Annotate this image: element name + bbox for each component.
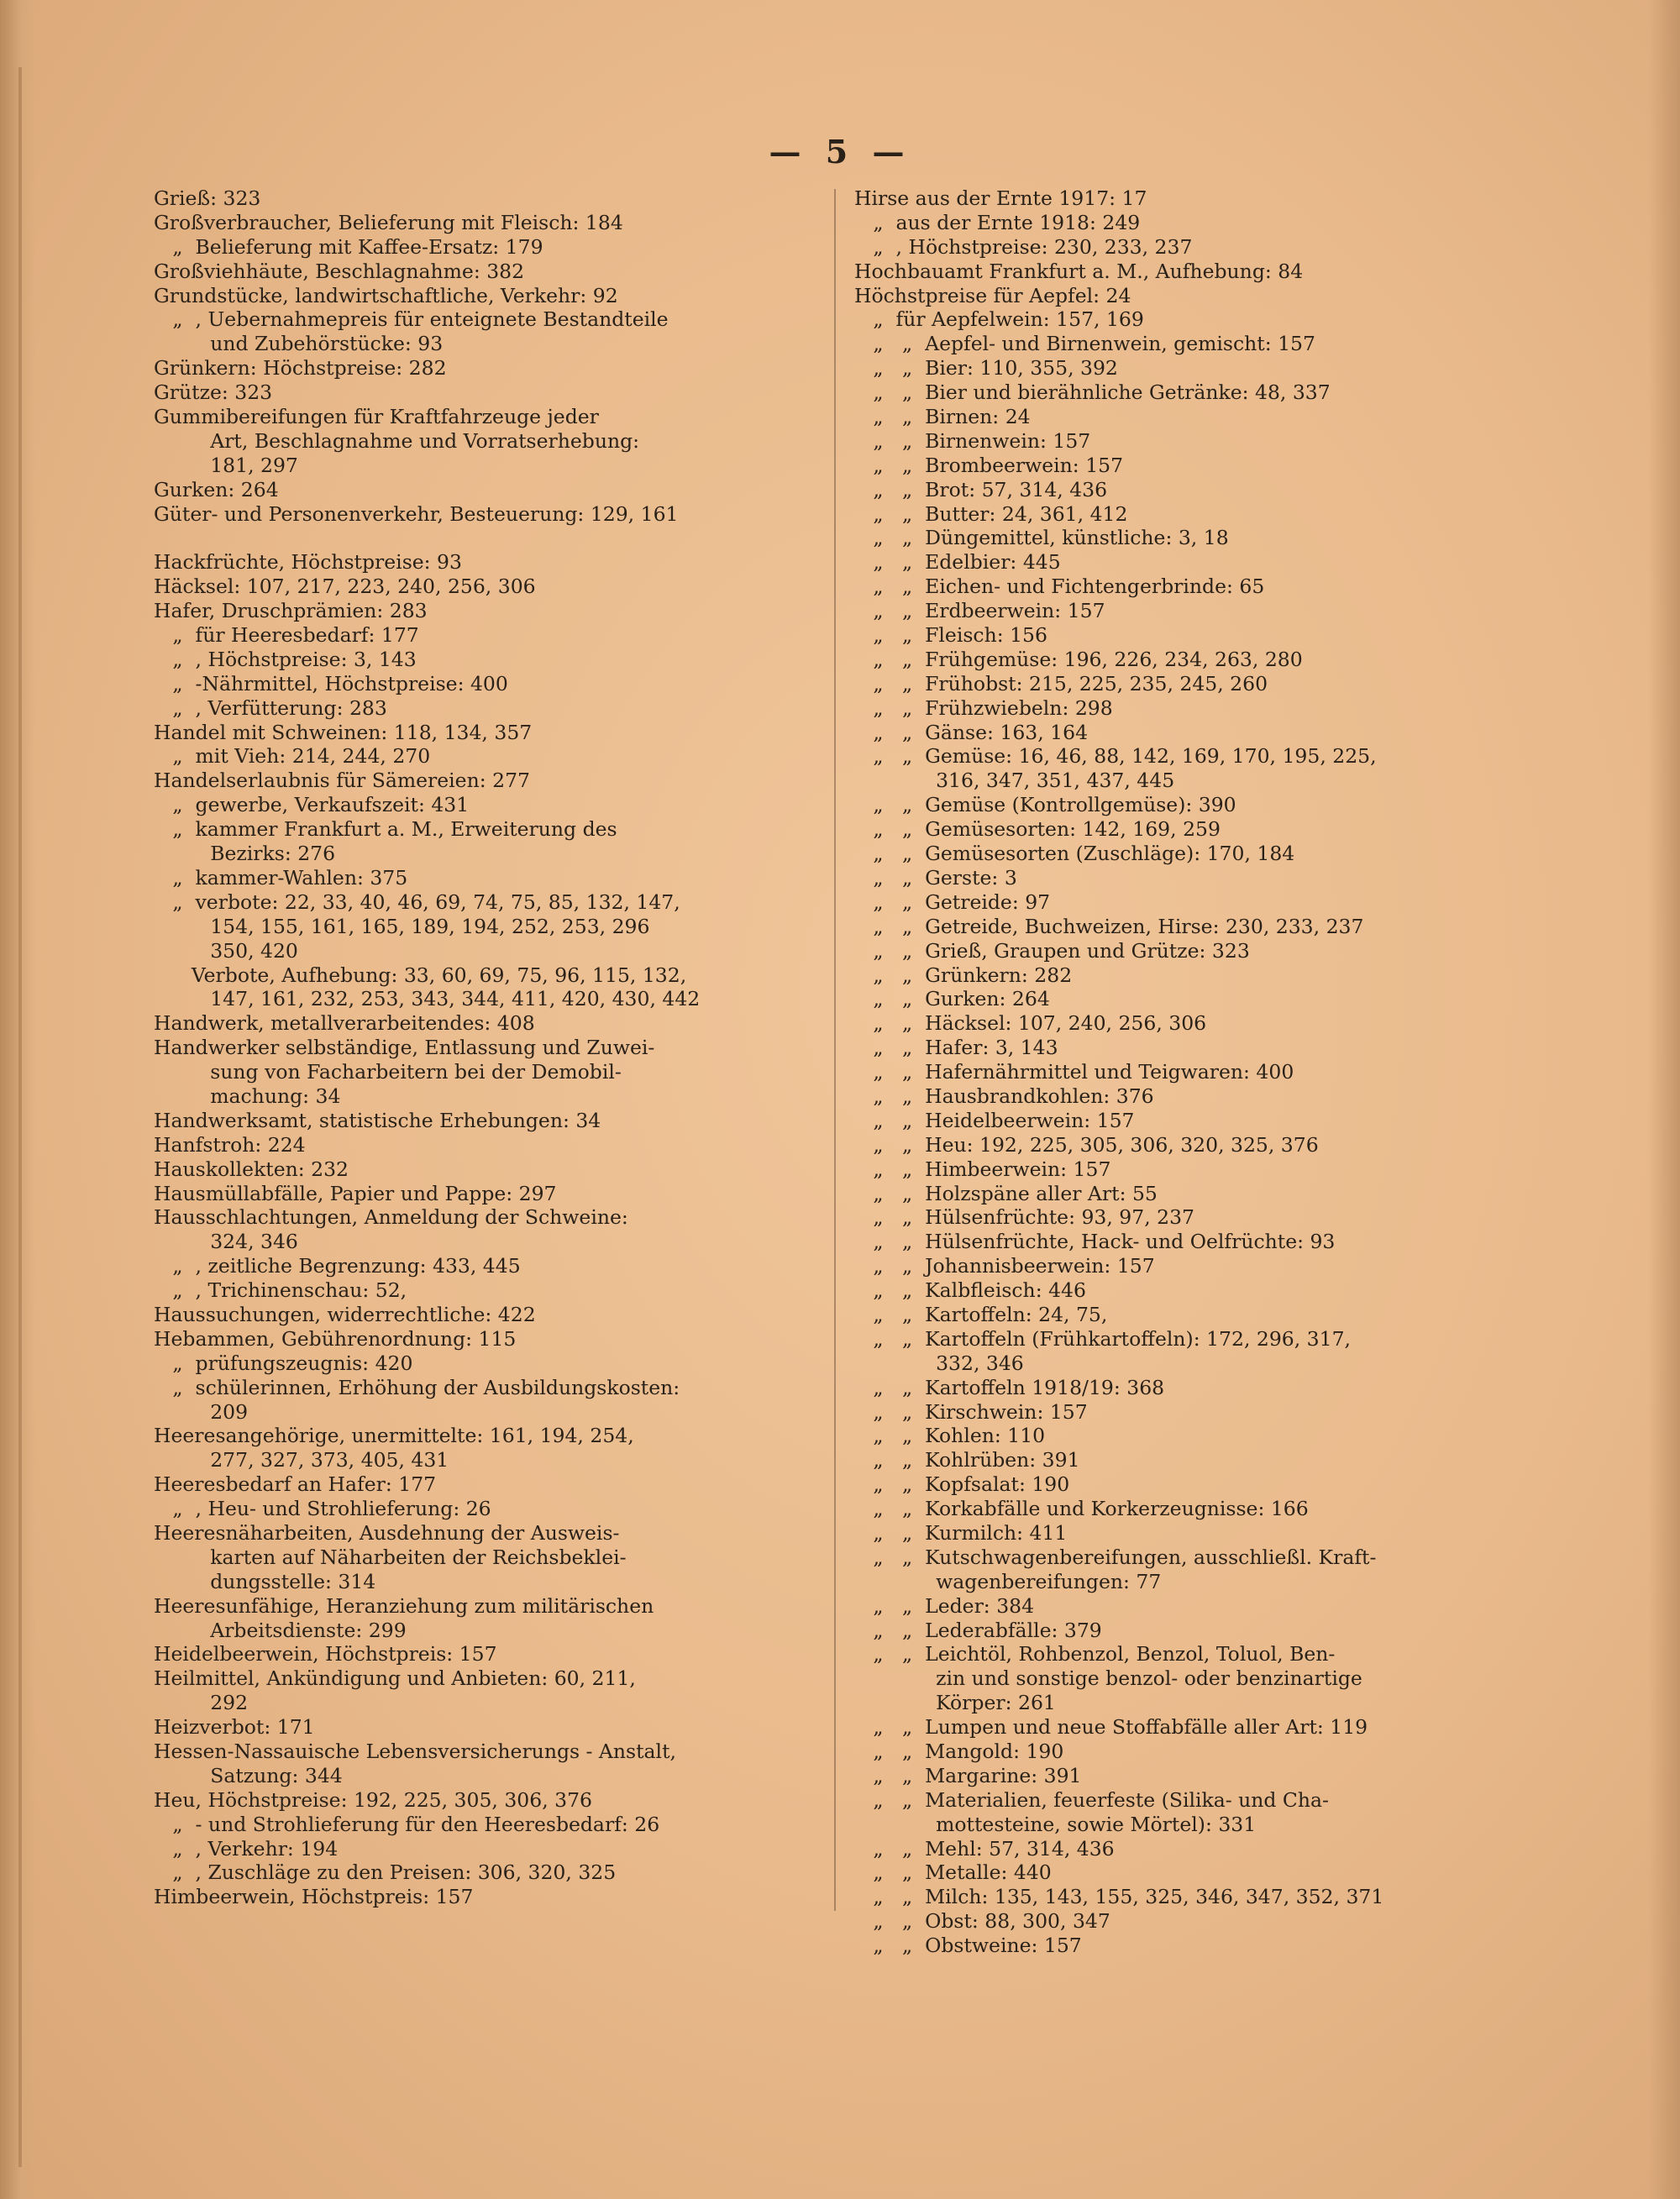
index-entry-line: 292 [154,1691,249,1715]
index-entry-line: „ „ Birnen: 24 [854,405,1031,429]
index-entry [854,1205,1509,1230]
index-entry [854,1764,1509,1788]
index-entry-line: machung: 34 [154,1084,341,1108]
index-entry [854,1011,1509,1036]
index-entry [154,1860,805,1885]
index-entry [854,1521,1509,1546]
index-entry [854,575,1509,599]
index-entry-line: „ „ Kartoffeln (Frühkartoffeln): 172, 296, 317, [854,1326,1351,1351]
index-entry [154,793,805,817]
index-entry-line: „ mit Vieh: 214, 244, 270 [154,744,431,769]
index-entry [854,1934,1509,1958]
index-entry [854,405,1509,429]
index-entry [154,502,805,527]
index-entry [154,963,805,1012]
index-entry-line: „ - und Strohlieferung für den Heeresbedarf: 26 [154,1812,660,1836]
index-entry [854,1642,1509,1715]
index-entry-line: „ „ Hafernährmittel und Teigwaren: 400 [854,1060,1294,1084]
index-entry [154,1011,805,1036]
index-entry [154,356,805,380]
index-entry [854,1133,1509,1157]
index-entry-line: „ „ Hausbrandkohlen: 376 [854,1084,1154,1108]
index-entry-line: Großviehhäute, Beschlagnahme: 382 [154,259,525,283]
index-entry-line: „ „ Häcksel: 107, 240, 256, 306 [854,1011,1207,1036]
index-entry-line: „ „ Grieß, Graupen und Grütze: 323 [854,938,1250,963]
index-entry [854,1278,1509,1303]
index-entry [154,1642,805,1666]
index-entry [854,1472,1509,1497]
index-entry-line: „ , Verkehr: 194 [154,1836,339,1860]
index-entry-line: Körper: 261 [854,1691,1056,1715]
index-entry-line: „ „ Kohlen: 110 [854,1424,1046,1448]
index-entry-line: „ „ Kalbfleisch: 446 [854,1278,1086,1303]
index-entry-line: wagenbereifungen: 77 [854,1569,1162,1593]
index-entry [854,1497,1509,1521]
index-entry [154,1497,805,1521]
index-entry-line: „ „ Himbeerwein: 157 [854,1157,1111,1181]
index-entry-line: Heilmittel, Ankündigung und Anbieten: 60, 211, [154,1666,636,1691]
index-entry [154,744,805,769]
index-entry [154,1327,805,1351]
index-entry-line: „ , Höchstpreise: 3, 143 [154,647,417,671]
index-entry [154,1157,805,1182]
index-entry [854,1909,1509,1934]
index-entry [854,1424,1509,1448]
index-entry-line: „ gewerbe, Verkaufszeit: 431 [154,793,470,817]
index-entry-line: „ „ Mangold: 190 [854,1740,1064,1763]
index-entry [854,284,1509,308]
index-entry [154,186,805,211]
index-entry-line: Art, Beschlagnahme und Vorratserhebung: [154,428,640,453]
index-entry-line: „ „ Gemüsesorten (Zuschläge): 170, 184 [854,842,1295,866]
index-entry [154,1278,805,1303]
index-entry [854,623,1509,648]
index-column-left [154,186,805,1909]
index-entry-line: „ für Aepfelwein: 157, 169 [854,307,1144,332]
index-entry-line: Handwerker selbständige, Entlassung und Zuwei- [154,1036,655,1060]
index-entry-line: „ , Höchstpreise: 230, 233, 237 [854,234,1193,259]
index-column-right [854,186,1509,1958]
index-entry-line: 147, 161, 232, 253, 343, 344, 411, 420, 430, 442 [154,987,701,1011]
index-entry-line: „ „ Kurmilch: 411 [854,1520,1068,1545]
index-entry [854,1376,1509,1400]
index-entry-line: „ Belieferung mit Kaffee-Ersatz: 179 [154,234,543,259]
index-entry-line: „ „ Butter: 24, 361, 412 [854,501,1128,526]
index-entry [154,648,805,672]
index-entry [154,672,805,696]
index-entry-line: „ „ Metalle: 440 [854,1860,1052,1885]
page-number: — 5 — [769,133,911,171]
index-entry-line: „ „ Kohlrüben: 391 [854,1448,1080,1472]
index-entry-line: „ , Uebernahmepreis für enteignete Bestandteile [154,307,669,332]
index-entry-line: Heizverbot: 171 [154,1715,315,1740]
index-entry [854,648,1509,672]
index-entry [154,1813,805,1837]
index-entry-line: Heidelbeerwein, Höchstpreis: 157 [154,1642,497,1666]
index-entry [154,1740,805,1788]
index-entry-line: „ prüfungszeugnis: 420 [154,1351,413,1375]
index-entry-line: Hanfstroh: 224 [154,1132,306,1157]
index-entry-line: Heeresnäharbeiten, Ausdehnung der Ausweis- [154,1520,620,1545]
index-entry-line: „ „ Aepfel- und Birnenwein, gemischt: 157 [854,332,1315,356]
index-entry [154,1715,805,1740]
index-entry-line: Hochbauamt Frankfurt a. M., Aufhebung: 84 [854,259,1304,283]
index-entry-line: „ „ Hülsenfrüchte: 93, 97, 237 [854,1205,1194,1230]
index-entry [854,307,1509,332]
index-entry-line: „ „ Hafer: 3, 143 [854,1036,1058,1060]
index-entry [854,1546,1509,1594]
index-entry-line: „ für Heeresbedarf: 177 [154,623,419,648]
index-entry-line: „ „ Frühgemüse: 196, 226, 234, 263, 280 [854,647,1303,671]
index-entry-line: „ „ Kartoffeln 1918/19: 368 [854,1375,1165,1399]
index-entry-line: Höchstpreise für Aepfel: 24 [854,283,1131,307]
index-entry [154,1885,805,1909]
index-entry [854,987,1509,1011]
index-entry-line: „ „ Leder: 384 [854,1593,1035,1618]
index-entry-line: „ „ Materialien, feuerfeste (Silika- und Cha- [854,1787,1329,1812]
index-entry-line: sung von Facharbeitern bei der Demobil- [154,1060,622,1084]
index-entry-line: „ , Zuschläge zu den Preisen: 306, 320, 325 [154,1860,617,1885]
index-entry [854,550,1509,575]
index-entry-line: Gummibereifungen für Kraftfahrzeuge jeder [154,405,599,429]
index-entry [154,1109,805,1133]
index-entry [854,1084,1509,1109]
index-entry [854,1619,1509,1643]
index-entry-line: Hebammen, Gebührenordnung: 115 [154,1326,517,1351]
index-entry [854,793,1509,817]
index-entry [854,429,1509,454]
index-entry-line: „ „ Gemüse: 16, 46, 88, 142, 169, 170, 195, 225, [854,744,1377,769]
index-entry [854,1594,1509,1619]
index-entry [854,721,1509,745]
index-entry [854,1036,1509,1060]
index-entry [154,1182,805,1206]
index-entry-line: Hausmüllabfälle, Papier und Pappe: 297 [154,1181,557,1205]
index-entry-line: Hackfrüchte, Höchstpreise: 93 [154,550,462,575]
index-entry-line: Hafer, Druschprämien: 283 [154,599,428,623]
index-entry-line: Güter- und Personenverkehr, Besteuerung: 129, 161 [154,501,679,526]
index-entry-line: „ verbote: 22, 33, 40, 46, 69, 74, 75, 85, 132, 147, [154,890,680,914]
index-entry-line: „ „ Heu: 192, 225, 305, 306, 320, 325, 376 [854,1132,1319,1157]
index-entry-line: „ , Trichinenschau: 52, [154,1278,407,1303]
index-entry [854,672,1509,696]
index-entry [854,1157,1509,1182]
index-entry-line: „ „ Johannisbeerwein: 157 [854,1254,1155,1278]
index-entry [854,526,1509,550]
index-entry-line: „ „ Gemüsesorten: 142, 169, 259 [854,817,1221,842]
index-entry [854,1327,1509,1376]
index-entry-line: Himbeerwein, Höchstpreis: 157 [154,1885,474,1909]
index-entry [154,696,805,721]
binding-stitch-line [18,67,22,2167]
index-entry [154,1303,805,1327]
index-entry-line: Gurken: 264 [154,477,279,501]
index-entry-line: „ „ Leichtöl, Rohbenzol, Benzol, Toluol, Ben- [854,1642,1336,1666]
index-entry [154,1594,805,1643]
index-entry [854,1109,1509,1133]
index-entry [854,454,1509,478]
index-entry-line: Großverbraucher, Belieferung mit Fleisch: 184 [154,210,623,234]
index-entry-line: Häcksel: 107, 217, 223, 240, 256, 306 [154,575,536,599]
index-entry [854,1060,1509,1084]
index-entry [154,235,805,260]
index-entry-line: „ „ Hülsenfrüchte, Hack- und Oelfrüchte: 93 [854,1230,1336,1254]
index-entry-line: Verbote, Aufhebung: 33, 60, 69, 75, 96, 115, 132, [154,963,687,987]
index-entry-line: „ „ Erdbeerwein: 157 [854,599,1105,623]
index-entry-line: Hirse aus der Ernte 1917: 17 [854,186,1147,210]
index-entry [854,1860,1509,1885]
index-entry [854,1230,1509,1254]
index-entry [854,817,1509,842]
index-entry-line: 350, 420 [154,938,298,963]
index-entry [854,1740,1509,1764]
index-entry [154,1521,805,1594]
index-entry [154,769,805,793]
index-entry [854,502,1509,527]
index-entry [154,721,805,745]
index-entry-line: „ „ Gurken: 264 [854,987,1050,1011]
index-entry-line: 277, 327, 373, 405, 431 [154,1448,449,1472]
index-entry [154,890,805,963]
index-entry-line: Grütze: 323 [154,380,273,405]
index-entry [854,1254,1509,1278]
index-entry [854,1303,1509,1327]
index-entry [154,1666,805,1715]
index-entry-line: „ kammer Frankfurt a. M., Erweiterung des [154,817,617,842]
index-entry-line: „ „ Brombeerwein: 157 [854,453,1124,477]
index-entry [854,1885,1509,1909]
index-entry [154,284,805,308]
index-entry [854,211,1509,235]
index-entry-line: dungsstelle: 314 [154,1569,376,1593]
index-entry-line: „ „ Frühzwiebeln: 298 [854,695,1113,720]
index-entry-line: mottesteine, sowie Mörtel): 331 [854,1812,1257,1836]
index-entry [854,963,1509,988]
index-entry [154,405,805,478]
index-entry-line: „ „ Getreide: 97 [854,890,1051,914]
index-entry-line: Handel mit Schweinen: 118, 134, 357 [154,720,533,744]
index-entry [154,307,805,356]
index-entry-line: „ „ Düngemittel, künstliche: 3, 18 [854,526,1229,550]
index-entry-line: „ schülerinnen, Erhöhung der Ausbildungskosten: [154,1375,680,1399]
index-entry [154,599,805,623]
page-edge-shadow [1648,0,1680,2199]
index-entry [854,1448,1509,1472]
index-entry-line: „ „ Bier und bierähnliche Getränke: 48, 337 [854,380,1331,405]
index-entry [854,744,1509,793]
index-entry [154,1133,805,1157]
index-entry [854,1400,1509,1425]
index-entry [154,478,805,502]
index-entry [154,575,805,599]
index-entry [854,478,1509,502]
index-entry-line: Heeresbedarf an Hafer: 177 [154,1472,437,1497]
index-entry-line: „ „ Gänse: 163, 164 [854,720,1089,744]
index-entry-line: Arbeitsdienste: 299 [154,1618,407,1642]
index-entry [854,915,1509,939]
index-entry [854,1715,1509,1740]
index-entry-line: Heeresangehörige, unermittelte: 161, 194, 254, [154,1424,634,1448]
index-entry-line: 181, 297 [154,453,298,477]
index-entry [854,890,1509,915]
index-entry-line: „ „ Obst: 88, 300, 347 [854,1909,1110,1934]
index-entry-line: „ , Heu- und Strohlieferung: 26 [154,1497,491,1521]
index-entry-line: „ kammer-Wahlen: 375 [154,865,408,890]
index-entry [854,186,1509,211]
index-entry-line: Handwerk, metallverarbeitendes: 408 [154,1011,535,1036]
index-entry-line: „ „ Grünkern: 282 [854,963,1073,987]
index-entry-line: Hauskollekten: 232 [154,1157,349,1181]
index-entry-line: Haussuchungen, widerrechtliche: 422 [154,1302,536,1326]
index-entry [854,356,1509,380]
index-entry-line: „ „ Kopfsalat: 190 [854,1472,1070,1497]
index-entry-line: „ „ Lederabfälle: 379 [854,1618,1102,1642]
index-entry-line: „ „ Kirschwein: 157 [854,1399,1088,1424]
index-entry [854,842,1509,866]
index-entry-line: „ „ Obstweine: 157 [854,1934,1082,1958]
index-entry-line: 154, 155, 161, 165, 189, 194, 252, 253, 296 [154,914,650,938]
index-entry-line: Handelserlaubnis für Sämereien: 277 [154,769,530,793]
index-entry-line: „ aus der Ernte 1918: 249 [854,210,1141,234]
index-entry-line: „ „ Gemüse (Kontrollgemüse): 390 [854,793,1236,817]
index-entry [154,1376,805,1425]
index-entry [154,1205,805,1254]
index-entry-line: 332, 346 [854,1351,1024,1375]
index-entry-line: „ -Nährmittel, Höchstpreise: 400 [154,671,508,695]
index-entry-line: „ „ Kartoffeln: 24, 75, [854,1302,1108,1326]
index-entry-line: 209 [154,1399,249,1424]
index-entry-line: „ , Verfütterung: 283 [154,695,387,720]
index-entry-line: „ „ Gerste: 3 [854,865,1017,890]
index-entry-line: karten auf Näharbeiten der Reichsbeklei- [154,1545,627,1569]
index-entry-line: Heeresunfähige, Heranziehung zum militärischen [154,1593,654,1618]
index-entry-line: „ „ Frühobst: 215, 225, 235, 245, 260 [854,671,1268,695]
index-entry [854,939,1509,963]
index-entry [154,260,805,284]
index-entry-line: Handwerksamt, statistische Erhebungen: 34 [154,1108,601,1132]
index-entry [154,1788,805,1813]
index-entry-line: „ „ Bier: 110, 355, 392 [854,356,1118,380]
index-entry-line: „ „ Brot: 57, 314, 436 [854,477,1108,501]
index-entry-line: „ , zeitliche Begrenzung: 433, 445 [154,1254,521,1278]
index-entry-line: Grundstücke, landwirtschaftliche, Verkehr: 92 [154,283,618,307]
binding-edge [0,0,35,2199]
index-entry-line: Grünkern: Höchstpreise: 282 [154,356,447,380]
index-entry-line: „ „ Korkabfälle und Korkerzeugnisse: 166 [854,1497,1309,1521]
index-entry-line: Satzung: 344 [154,1763,343,1787]
index-entry [854,332,1509,356]
index-entry-line: „ „ Kutschwagenbereifungen, ausschließl. Kraft- [854,1545,1377,1569]
index-entry-line: „ „ Edelbier: 445 [854,550,1061,575]
index-entry [154,526,805,550]
index-entry [854,1788,1509,1837]
index-entry [854,866,1509,890]
index-entry-line: „ „ Heidelbeerwein: 157 [854,1108,1135,1132]
index-entry [154,1837,805,1861]
index-entry [154,1036,805,1109]
index-entry [154,1424,805,1472]
index-entry-line: „ „ Milch: 135, 143, 155, 325, 346, 347, 352, 371 [854,1885,1384,1909]
index-entry [854,260,1509,284]
index-entry-line: „ „ Getreide, Buchweizen, Hirse: 230, 233, 237 [854,914,1364,938]
index-entry [154,623,805,648]
index-entry-line: „ „ Birnenwein: 157 [854,428,1091,453]
index-entry-line: 316, 347, 351, 437, 445 [854,769,1175,793]
index-entry [154,550,805,575]
index-entry-line [154,526,805,550]
index-entry [154,817,805,866]
index-entry [154,1472,805,1497]
index-entry-line: Grieß: 323 [154,186,261,210]
index-entry [854,1182,1509,1206]
index-entry [854,599,1509,623]
index-entry [854,1837,1509,1861]
index-entry [854,696,1509,721]
index-entry-line: und Zubehörstücke: 93 [154,332,444,356]
index-entry [154,211,805,235]
index-entry-line: „ „ Margarine: 391 [854,1763,1082,1787]
index-entry-line: Bezirks: 276 [154,842,336,866]
index-entry-line: zin und sonstige benzol- oder benzinartige [854,1666,1362,1691]
index-entry [854,380,1509,405]
index-entry-line: Heu, Höchstpreise: 192, 225, 305, 306, 376 [154,1787,593,1812]
index-entry [154,1351,805,1376]
index-entry-line: 324, 346 [154,1230,298,1254]
index-entry-line: „ „ Lumpen und neue Stoffabfälle aller Art: 119 [854,1715,1368,1740]
index-entry-line: Hausschlachtungen, Anmeldung der Schweine: [154,1205,628,1230]
index-entry-line: „ „ Mehl: 57, 314, 436 [854,1836,1115,1860]
index-entry-line: „ „ Holzspäne aller Art: 55 [854,1181,1158,1205]
index-entry [154,380,805,405]
index-entry [854,235,1509,260]
index-entry-line: „ „ Eichen- und Fichtengerbrinde: 65 [854,575,1265,599]
index-entry-line: Hessen-Nassauische Lebensversicherungs - Anstalt, [154,1740,676,1763]
index-entry [154,866,805,890]
column-divider [834,189,836,1911]
index-entry-line: „ „ Fleisch: 156 [854,623,1047,648]
index-entry [154,1254,805,1278]
